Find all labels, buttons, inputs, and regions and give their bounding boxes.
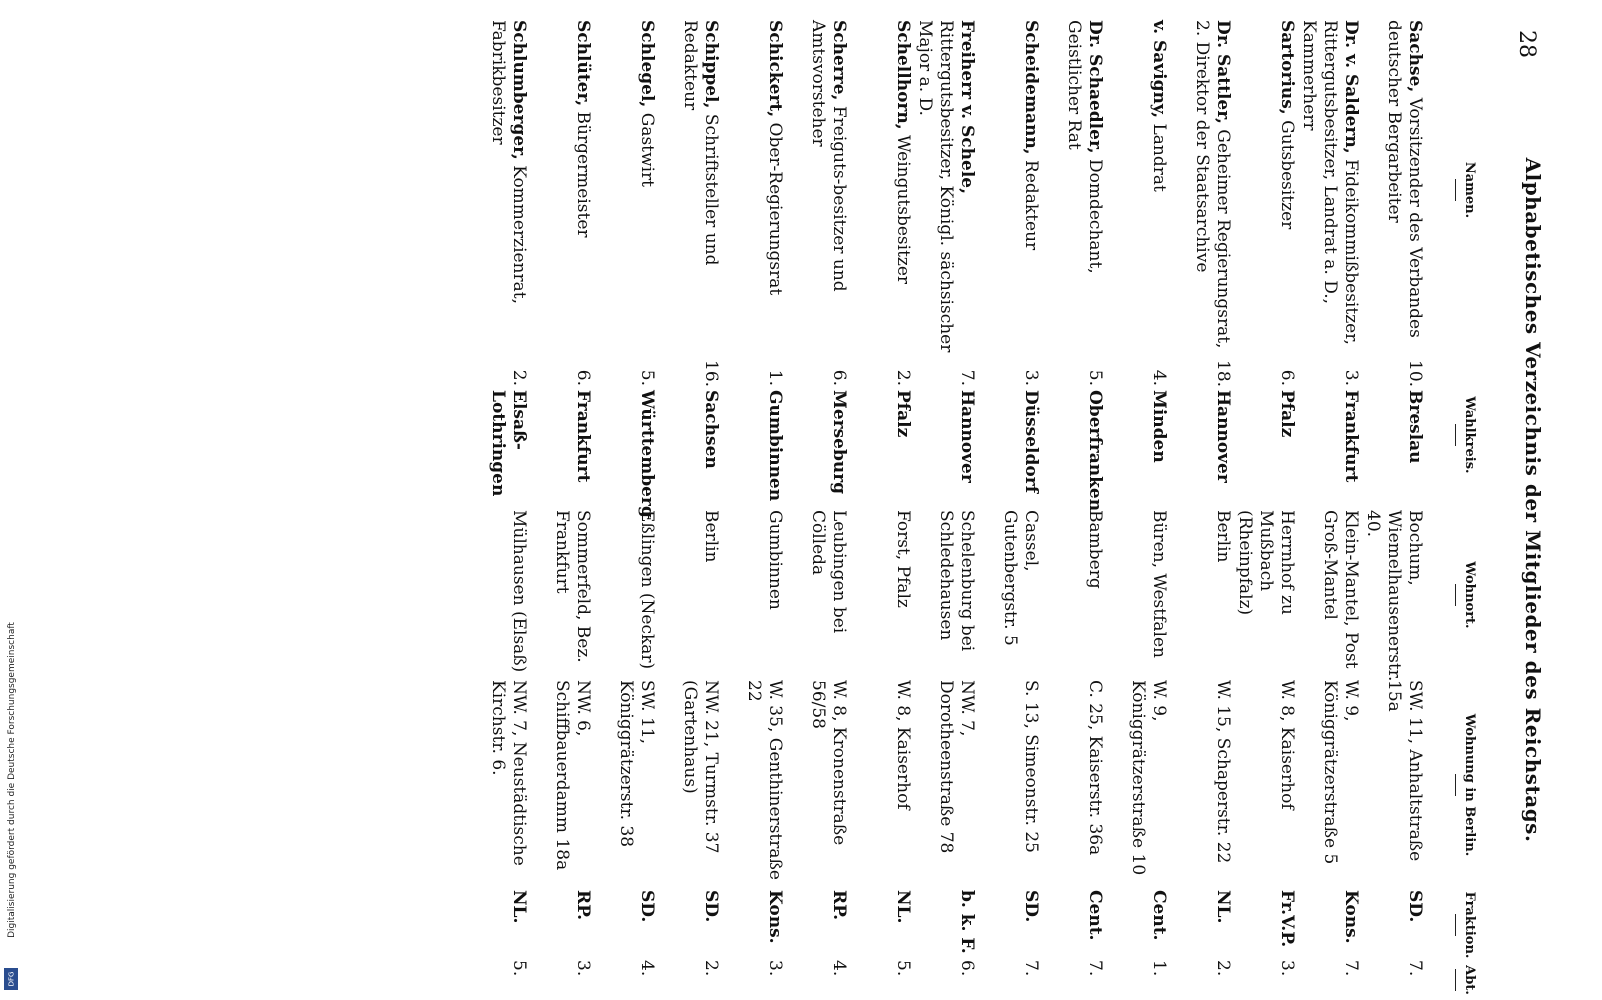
member-occupation: Rittergutsbesitzer, Königl. sächsischer Major a. D. xyxy=(915,20,956,353)
wohnort: Eßlingen (Neckar) xyxy=(637,510,657,670)
table-row xyxy=(593,20,657,990)
member-surname: Sachse, xyxy=(1405,20,1425,93)
wahlkreis: Pfalz xyxy=(1277,390,1297,438)
member-occupation: Kommerzienrat, Fabrikbesitzer xyxy=(488,20,529,305)
column-header-names: Namen. xyxy=(1455,20,1477,360)
berlin-address: NW. 7, Neustädtische Kirchstr. 6. xyxy=(488,680,529,866)
wohnort: Forst, Pfalz xyxy=(893,510,913,608)
side-note xyxy=(0,0,24,1000)
abteilung: 3. xyxy=(573,960,593,977)
wohnort: Bochum, Wiemelhausenerstr. 40. xyxy=(1363,510,1425,682)
page-number: 28 xyxy=(1514,30,1539,58)
wahlkreis: Merseburg xyxy=(829,390,849,495)
wohnort: Mülhausen (Elsaß) xyxy=(509,510,529,673)
member-occupation: Gastwirt xyxy=(637,107,657,187)
funding-note: Digitalisierung gefördert durch die Deutsche Forschungsgemeinschaft xyxy=(7,622,17,938)
wahlkreis: Hannover xyxy=(1213,390,1233,483)
berlin-address: W. 9, Königgrätzerstraße 10 xyxy=(1128,680,1169,876)
berlin-address: W. 15, Schaperstr. 22 xyxy=(1213,680,1233,864)
column-header-berlin: Wohnung in Berlin. xyxy=(1455,680,1477,890)
wohnort: Schelenburg bei Schledehausen xyxy=(936,510,977,652)
fraktion: Kons. xyxy=(765,890,785,944)
berlin-address: SW. 11, Anhaltstraße 15a xyxy=(1384,680,1425,862)
wahlkreis: Pfalz xyxy=(893,390,913,438)
wohnort: Leubingen bei Cölleda xyxy=(808,510,849,634)
fraktion: NL. xyxy=(1213,890,1233,924)
dfg-logo: DFG xyxy=(4,968,18,990)
table-row xyxy=(1169,20,1233,990)
table-row xyxy=(721,20,785,990)
member-occupation: Ober-Regierungsrat xyxy=(765,117,785,296)
column-header-wahlkreis: Wahlkreis. xyxy=(1455,360,1477,510)
wohnort: Herrnhof zu Mußbach (Rheinpfalz) xyxy=(1235,510,1297,616)
fraktion: SD. xyxy=(701,890,721,923)
wahlkreis-number: 6. xyxy=(1277,369,1297,386)
wahlkreis-number: 3. xyxy=(1341,369,1361,386)
fraktion: SD. xyxy=(1405,890,1425,923)
member-name xyxy=(1297,20,1361,360)
member-occupation: Gutsbesitzer xyxy=(1277,114,1297,230)
berlin-address: C. 25, Kaiserstr. 36a xyxy=(1085,680,1105,856)
member-name xyxy=(849,20,913,360)
fraktion: RP. xyxy=(573,890,593,921)
member-surname: Schellhorn, xyxy=(893,20,913,130)
wahlkreis: Hannover xyxy=(957,390,977,483)
wahlkreis: Elsaß-Lothringen xyxy=(488,390,529,497)
fraktion: Fr.V.P. xyxy=(1277,890,1297,948)
abteilung: 7. xyxy=(1405,960,1425,977)
fraktion: NL. xyxy=(509,890,529,924)
berlin-address: SW. 11, Königgrätzerstr. 38 xyxy=(616,680,657,848)
member-name xyxy=(1361,20,1425,360)
member-name xyxy=(977,20,1041,360)
wahlkreis-number: 6. xyxy=(573,369,593,386)
fraktion: SD. xyxy=(1021,890,1041,923)
wahlkreis: Breslau xyxy=(1405,390,1425,464)
wahlkreis-number: 18. xyxy=(1213,360,1233,388)
table-row xyxy=(1233,20,1297,990)
member-surname: Dr. v. Saldern, xyxy=(1341,20,1361,154)
member-occupation: Schriftsteller und Redakteur xyxy=(680,20,721,266)
wahlkreis-number: 5. xyxy=(1085,369,1105,386)
member-occupation: Bürgermeister xyxy=(573,106,593,238)
abteilung: 2. xyxy=(1213,960,1233,977)
member-name xyxy=(1041,20,1105,360)
fraktion: Kons. xyxy=(1341,890,1361,944)
fraktion: b. k. F. xyxy=(957,890,977,954)
abteilung: 7. xyxy=(1341,960,1361,977)
member-name xyxy=(721,20,785,360)
abteilung: 2. xyxy=(701,960,721,977)
abteilung: 3. xyxy=(1277,960,1297,977)
member-surname: Freiherr v. Schele, xyxy=(957,20,977,195)
abteilung: 3. xyxy=(765,960,785,977)
table-row xyxy=(465,20,529,990)
wahlkreis: Düsseldorf xyxy=(1021,390,1041,494)
wahlkreis-number: 4. xyxy=(1149,369,1169,386)
member-surname: Sartorius, xyxy=(1277,20,1297,115)
member-name xyxy=(1105,20,1169,360)
berlin-address: W. 8, Kronenstraße 56/58 xyxy=(808,680,849,846)
wahlkreis: Minden xyxy=(1149,390,1169,463)
member-surname: v. Savigny, xyxy=(1149,20,1169,119)
table-row xyxy=(1361,20,1425,990)
wahlkreis-number: 3. xyxy=(1021,369,1041,386)
abteilung: 4. xyxy=(829,960,849,977)
fraktion: NL. xyxy=(893,890,913,924)
table-row xyxy=(785,20,849,990)
member-name xyxy=(1233,20,1297,360)
berlin-address: NW. 21, Turmstr. 37 (Gartenhaus) xyxy=(680,680,721,854)
wahlkreis-number: 10. xyxy=(1405,360,1425,388)
berlin-address: NW. 6, Schiffbauerdamm 18a xyxy=(552,680,593,871)
wahlkreis: Oberfranken xyxy=(1085,390,1105,512)
fraktion: RP. xyxy=(829,890,849,921)
member-name xyxy=(657,20,721,360)
wahlkreis-number: 6. xyxy=(829,369,849,386)
table-row xyxy=(913,20,977,990)
member-name xyxy=(465,20,529,360)
wohnort: Berlin xyxy=(701,510,721,563)
wahlkreis: Gumbinnen xyxy=(765,390,785,502)
wahlkreis-number: 5. xyxy=(637,369,657,386)
member-name xyxy=(913,20,977,360)
wahlkreis-number: 2. xyxy=(893,369,913,386)
wohnort: Klein-Mantel, Post Groß-Mantel xyxy=(1320,510,1361,669)
member-occupation: Freiguts-besitzer und Amtsvorsteher xyxy=(808,20,849,292)
member-occupation: Redakteur xyxy=(1021,154,1041,251)
wahlkreis-number: 16. xyxy=(701,360,721,388)
berlin-address: W. 9, Königgrätzerstraße 5 xyxy=(1320,680,1361,865)
wohnort: Sommerfeld, Bez. Frankfurt xyxy=(552,510,593,663)
member-occupation: Landrat xyxy=(1149,118,1169,192)
table-row xyxy=(1105,20,1169,990)
member-surname: Schippel, xyxy=(701,20,721,109)
wohnort: Gumbinnen xyxy=(765,510,785,610)
page xyxy=(25,0,1595,1000)
table-row xyxy=(657,20,721,990)
member-name xyxy=(1169,20,1233,360)
member-occupation: Geheimer Regierungsrat, 2. Direktor der Staatsarchive xyxy=(1192,20,1233,349)
fraktion: Cent. xyxy=(1149,890,1169,941)
member-name xyxy=(785,20,849,360)
column-header-fraktion: Fraktion. xyxy=(1455,890,1477,960)
abteilung: 7. xyxy=(1021,960,1041,977)
member-occupation: Domdechant, Geistlicher Rat xyxy=(1064,20,1105,274)
member-surname: Schlumberger, xyxy=(509,20,529,160)
abteilung: 6. xyxy=(957,960,977,977)
wahlkreis: Frankfurt xyxy=(573,390,593,483)
table-row xyxy=(977,20,1041,990)
berlin-address: S. 13, Simeonstr. 25 xyxy=(1021,680,1041,853)
abteilung: 5. xyxy=(893,960,913,977)
berlin-address: W. 8, Kaiserhof xyxy=(893,680,913,810)
abteilung: 4. xyxy=(637,960,657,977)
member-surname: Scheidemann, xyxy=(1021,20,1041,155)
member-occupation: Weingutsbesitzer xyxy=(893,129,913,285)
member-surname: Dr. Sattler, xyxy=(1213,20,1233,124)
member-surname: Scherre, xyxy=(829,20,849,101)
wohnort: Bamberg xyxy=(1085,510,1105,589)
wohnort: Büren, Westfalen xyxy=(1149,510,1169,658)
wahlkreis-number: 1. xyxy=(765,369,785,386)
wohnort: Berlin xyxy=(1213,510,1233,563)
member-occupation: Vorsitzender des Verbandes deutscher Bergarbeiter xyxy=(1384,20,1425,338)
abteilung: 1. xyxy=(1149,960,1169,977)
wahlkreis: Württemberg xyxy=(637,390,657,518)
member-surname: Dr. Schaedler, xyxy=(1085,20,1105,154)
fraktion: SD. xyxy=(637,890,657,923)
column-header-abt: Abt. xyxy=(1455,960,1477,1000)
wahlkreis-number: 7. xyxy=(957,369,977,386)
wahlkreis: Frankfurt xyxy=(1341,390,1361,483)
page-title: Alphabetisches Verzeichnis der Mitglieder des Reichstags. xyxy=(1521,157,1545,843)
members-table xyxy=(465,20,1425,990)
member-surname: Schlegel, xyxy=(637,20,657,108)
column-header-wohnort: Wohnort. xyxy=(1455,510,1477,680)
fraktion: Cent. xyxy=(1085,890,1105,941)
wahlkreis: Sachsen xyxy=(701,390,721,469)
table-row xyxy=(1297,20,1361,990)
table-row xyxy=(529,20,593,990)
wahlkreis-number: 2. xyxy=(509,369,529,386)
wohnort: Cassel, Gutenbergstr. 5 xyxy=(1000,510,1041,646)
berlin-address: W. 35, Genthinerstraße 22 xyxy=(744,680,785,880)
table-row xyxy=(849,20,913,990)
abteilung: 5. xyxy=(509,960,529,977)
abteilung: 7. xyxy=(1085,960,1105,977)
berlin-address: W. 8, Kaiserhof xyxy=(1277,680,1297,810)
table-row xyxy=(1041,20,1105,990)
member-name xyxy=(593,20,657,360)
member-surname: Schlüter, xyxy=(573,20,593,107)
member-surname: Schickert, xyxy=(765,20,785,118)
member-name xyxy=(529,20,593,360)
berlin-address: NW. 7, Dorotheenstraße 78 xyxy=(936,680,977,854)
member-occupation: Fideikommißbesitzer, Rittergutsbesitzer, Landrat a. D., Kammerherr xyxy=(1299,20,1361,345)
